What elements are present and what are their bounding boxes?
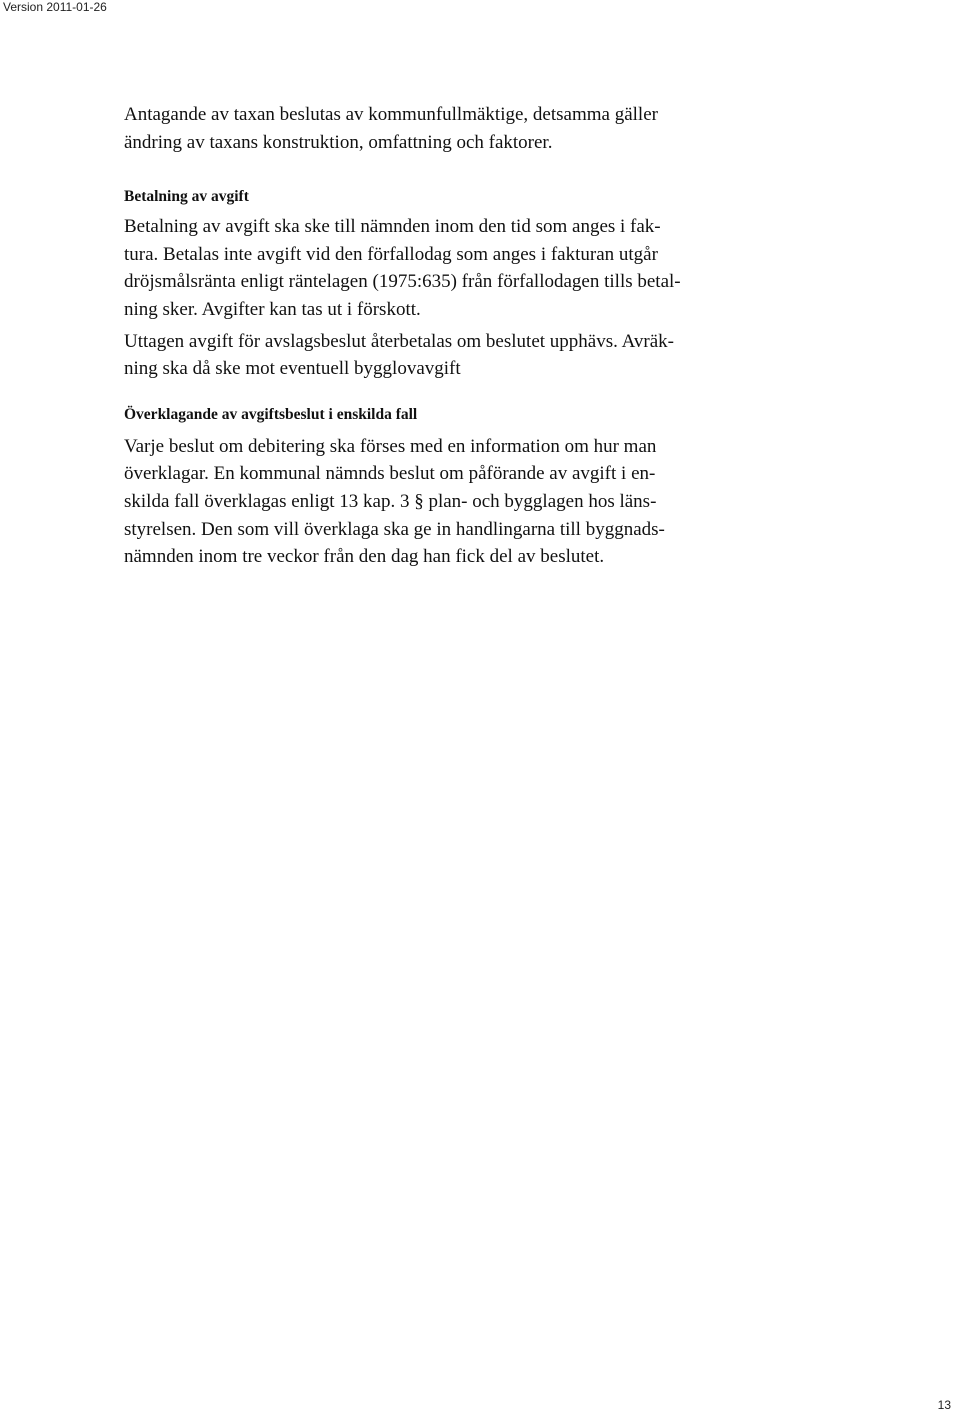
text-line: Uttagen avgift för avslagsbeslut återbetalas om beslutet upphävs. Avräk- <box>124 330 674 352</box>
paragraph-appeal <box>124 433 764 571</box>
page-number: 13 <box>937 1398 951 1412</box>
text-line: styrelsen. Den som vill överklaga ska ge in handlingarna till byggnads- <box>124 518 665 540</box>
text-line: Varje beslut om debitering ska förses med en information om hur man <box>124 435 657 457</box>
paragraph-refund <box>124 328 764 383</box>
text-line: ändring av taxans konstruktion, omfattning och faktorer. <box>124 131 553 153</box>
text-line: Antagande av taxan beslutas av kommunfullmäktige, detsamma gäller <box>124 104 658 125</box>
text-line: dröjsmålsränta enligt räntelagen (1975:635) från förfallodagen tills betal- <box>124 271 681 293</box>
document-body <box>124 101 764 571</box>
text-line: Betalning av avgift ska ske till nämnden inom den tid som anges i fak- <box>124 216 661 238</box>
version-label: Version 2011-01-26 <box>3 0 107 14</box>
text-line: ning sker. Avgifter kan tas ut i förskott. <box>124 298 421 320</box>
text-line: skilda fall överklagas enligt 13 kap. 3 § plan- och bygglagen hos läns- <box>124 490 657 512</box>
paragraph-payment <box>124 213 764 323</box>
text-line: ning ska då ske mot eventuell bygglovavgift <box>124 358 461 380</box>
paragraph-adoption <box>124 101 764 156</box>
text-line: tura. Betalas inte avgift vid den förfallodag som anges i fakturan utgår <box>124 243 658 265</box>
heading-appeal: Överklagande av avgiftsbeslut i enskilda fall <box>124 405 418 423</box>
text-line: nämnden inom tre veckor från den dag han fick del av beslutet. <box>124 546 605 568</box>
heading-payment: Betalning av avgift <box>124 188 249 206</box>
text-line: överklagar. En kommunal nämnds beslut om påförande av avgift i en- <box>124 463 656 485</box>
